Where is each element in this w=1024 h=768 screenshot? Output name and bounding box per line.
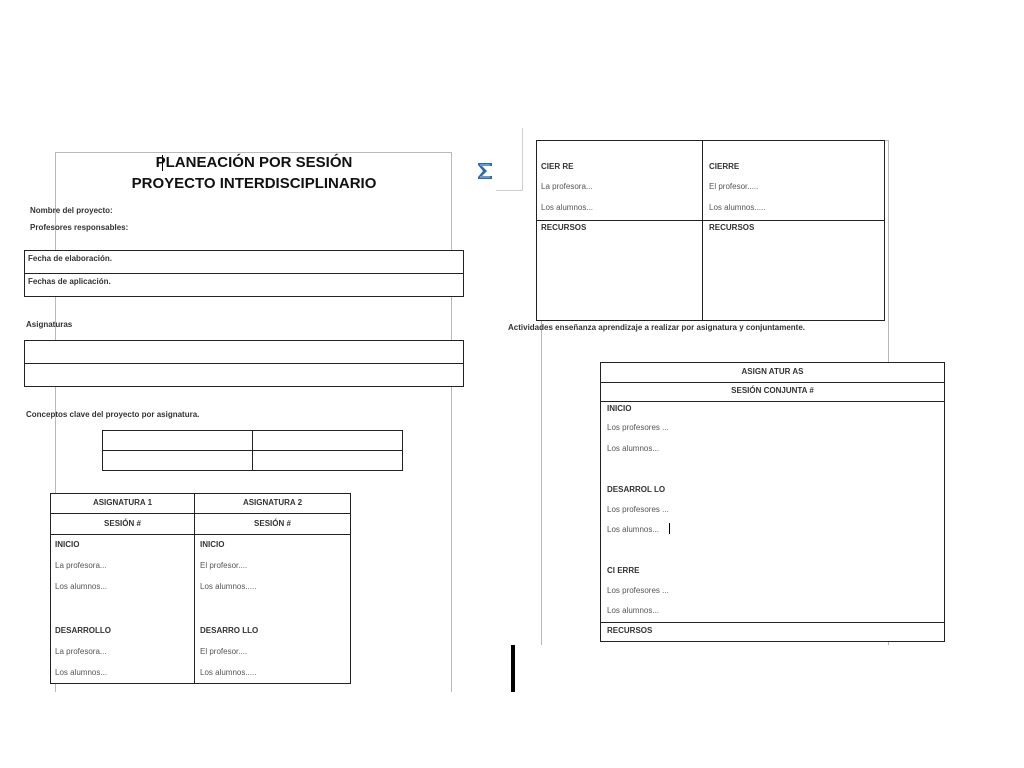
col1-desarrollo: DESARROLLO [55, 626, 111, 635]
col2-cierre: CIERRE [709, 162, 740, 171]
session-table-row-divider-1 [51, 513, 350, 514]
toolbar-edge [496, 190, 523, 191]
asignaturas-session-table [50, 493, 351, 684]
page-title: PLANEACIÓN POR SESIÓN [155, 154, 353, 171]
cierre-col-divider [702, 141, 703, 320]
col2-desarrollo-alum[interactable]: Los alumnos..... [200, 668, 257, 677]
col2-inicio-alum[interactable]: Los alumnos..... [200, 582, 257, 591]
col1-inicio-alum[interactable]: Los alumnos... [55, 582, 108, 591]
profesores-label: Profesores responsables: [30, 223, 129, 232]
joint-text-cursor [669, 523, 670, 534]
left-page-top-edge [55, 152, 452, 153]
col2-desarrollo-prof[interactable]: El profesor.... [200, 647, 248, 656]
joint-desarrollo-prof[interactable]: Los profesores ... [607, 505, 669, 514]
col1-cierre: CIER RE [541, 162, 574, 171]
page-subtitle: PROYECTO INTERDISCIPLINARIO [131, 175, 377, 192]
asignatura-row-1[interactable] [24, 340, 464, 364]
left-page-right-edge [451, 152, 452, 692]
fecha-elaboracion-label: Fecha de elaboración. [28, 254, 113, 263]
cierre-row-divider [537, 220, 884, 221]
joint-inicio-alum[interactable]: Los alumnos... [607, 444, 660, 453]
col2-inicio: INICIO [200, 540, 225, 549]
col1-recursos: RECURSOS [541, 223, 587, 232]
joint-row-divider-1 [601, 382, 944, 383]
asignaturas-label: Asignaturas [26, 320, 73, 329]
col1-cierre-alum[interactable]: Los alumnos... [541, 203, 594, 212]
joint-cierre-prof[interactable]: Los profesores ... [607, 586, 669, 595]
conceptos-label: Conceptos clave del proyecto por asignatura. [26, 410, 200, 419]
fecha-elaboracion-row[interactable] [24, 250, 464, 274]
joint-row-divider-2 [601, 401, 944, 402]
cierre-recursos-table [536, 140, 885, 321]
asignatura-1-header: ASIGNATURA 1 [92, 498, 153, 507]
conceptos-table [102, 430, 403, 471]
joint-cierre: CI ERRE [607, 566, 640, 575]
joint-inicio: INICIO [607, 404, 632, 413]
nombre-proyecto-label: Nombre del proyecto: [30, 206, 113, 215]
col2-desarrollo: DESARRO LLO [200, 626, 259, 635]
joint-desarrollo-alum[interactable]: Los alumnos... [607, 525, 660, 534]
col2-recursos: RECURSOS [709, 223, 755, 232]
session-table-row-divider-2 [51, 534, 350, 535]
col1-cierre-prof[interactable]: La profesora... [541, 182, 593, 191]
col1-inicio-prof[interactable]: La profesora... [55, 561, 107, 570]
col1-desarrollo-alum[interactable]: Los alumnos... [55, 668, 108, 677]
conceptos-row-divider [103, 450, 402, 451]
sesion-1-header: SESIÓN # [104, 519, 141, 528]
joint-session-table [600, 362, 945, 642]
joint-desarrollo: DESARROL LO [607, 485, 666, 494]
sesion-conjunta-header: SESIÓN CONJUNTA # [731, 386, 814, 395]
col2-cierre-alum[interactable]: Los alumnos..... [709, 203, 766, 212]
joint-recursos: RECURSOS [607, 626, 653, 635]
col1-desarrollo-prof[interactable]: La profesora... [55, 647, 107, 656]
text-insertion-bar [511, 645, 515, 692]
joint-row-divider-3 [601, 622, 944, 623]
col1-inicio: INICIO [55, 540, 80, 549]
joint-inicio-prof[interactable]: Los profesores ... [607, 423, 669, 432]
sesion-2-header: SESIÓN # [254, 519, 291, 528]
asignatura-row-2[interactable] [24, 363, 464, 387]
col2-inicio-prof[interactable]: El profesor.... [200, 561, 248, 570]
fechas-aplicacion-row[interactable] [24, 273, 464, 297]
actividades-label: Actividades enseñanza aprendizaje a realizar por asignatura y conjuntamente. [508, 323, 805, 332]
joint-cierre-alum[interactable]: Los alumnos... [607, 606, 660, 615]
sigma-icon[interactable] [474, 160, 496, 182]
col2-cierre-prof[interactable]: El profesor..... [709, 182, 759, 191]
asignatura-2-header: ASIGNATURA 2 [242, 498, 303, 507]
asignaturas-header: ASIGN ATUR AS [741, 367, 804, 376]
fechas-aplicacion-label: Fechas de aplicación. [28, 277, 111, 286]
toolbar-edge-vert [522, 128, 523, 190]
